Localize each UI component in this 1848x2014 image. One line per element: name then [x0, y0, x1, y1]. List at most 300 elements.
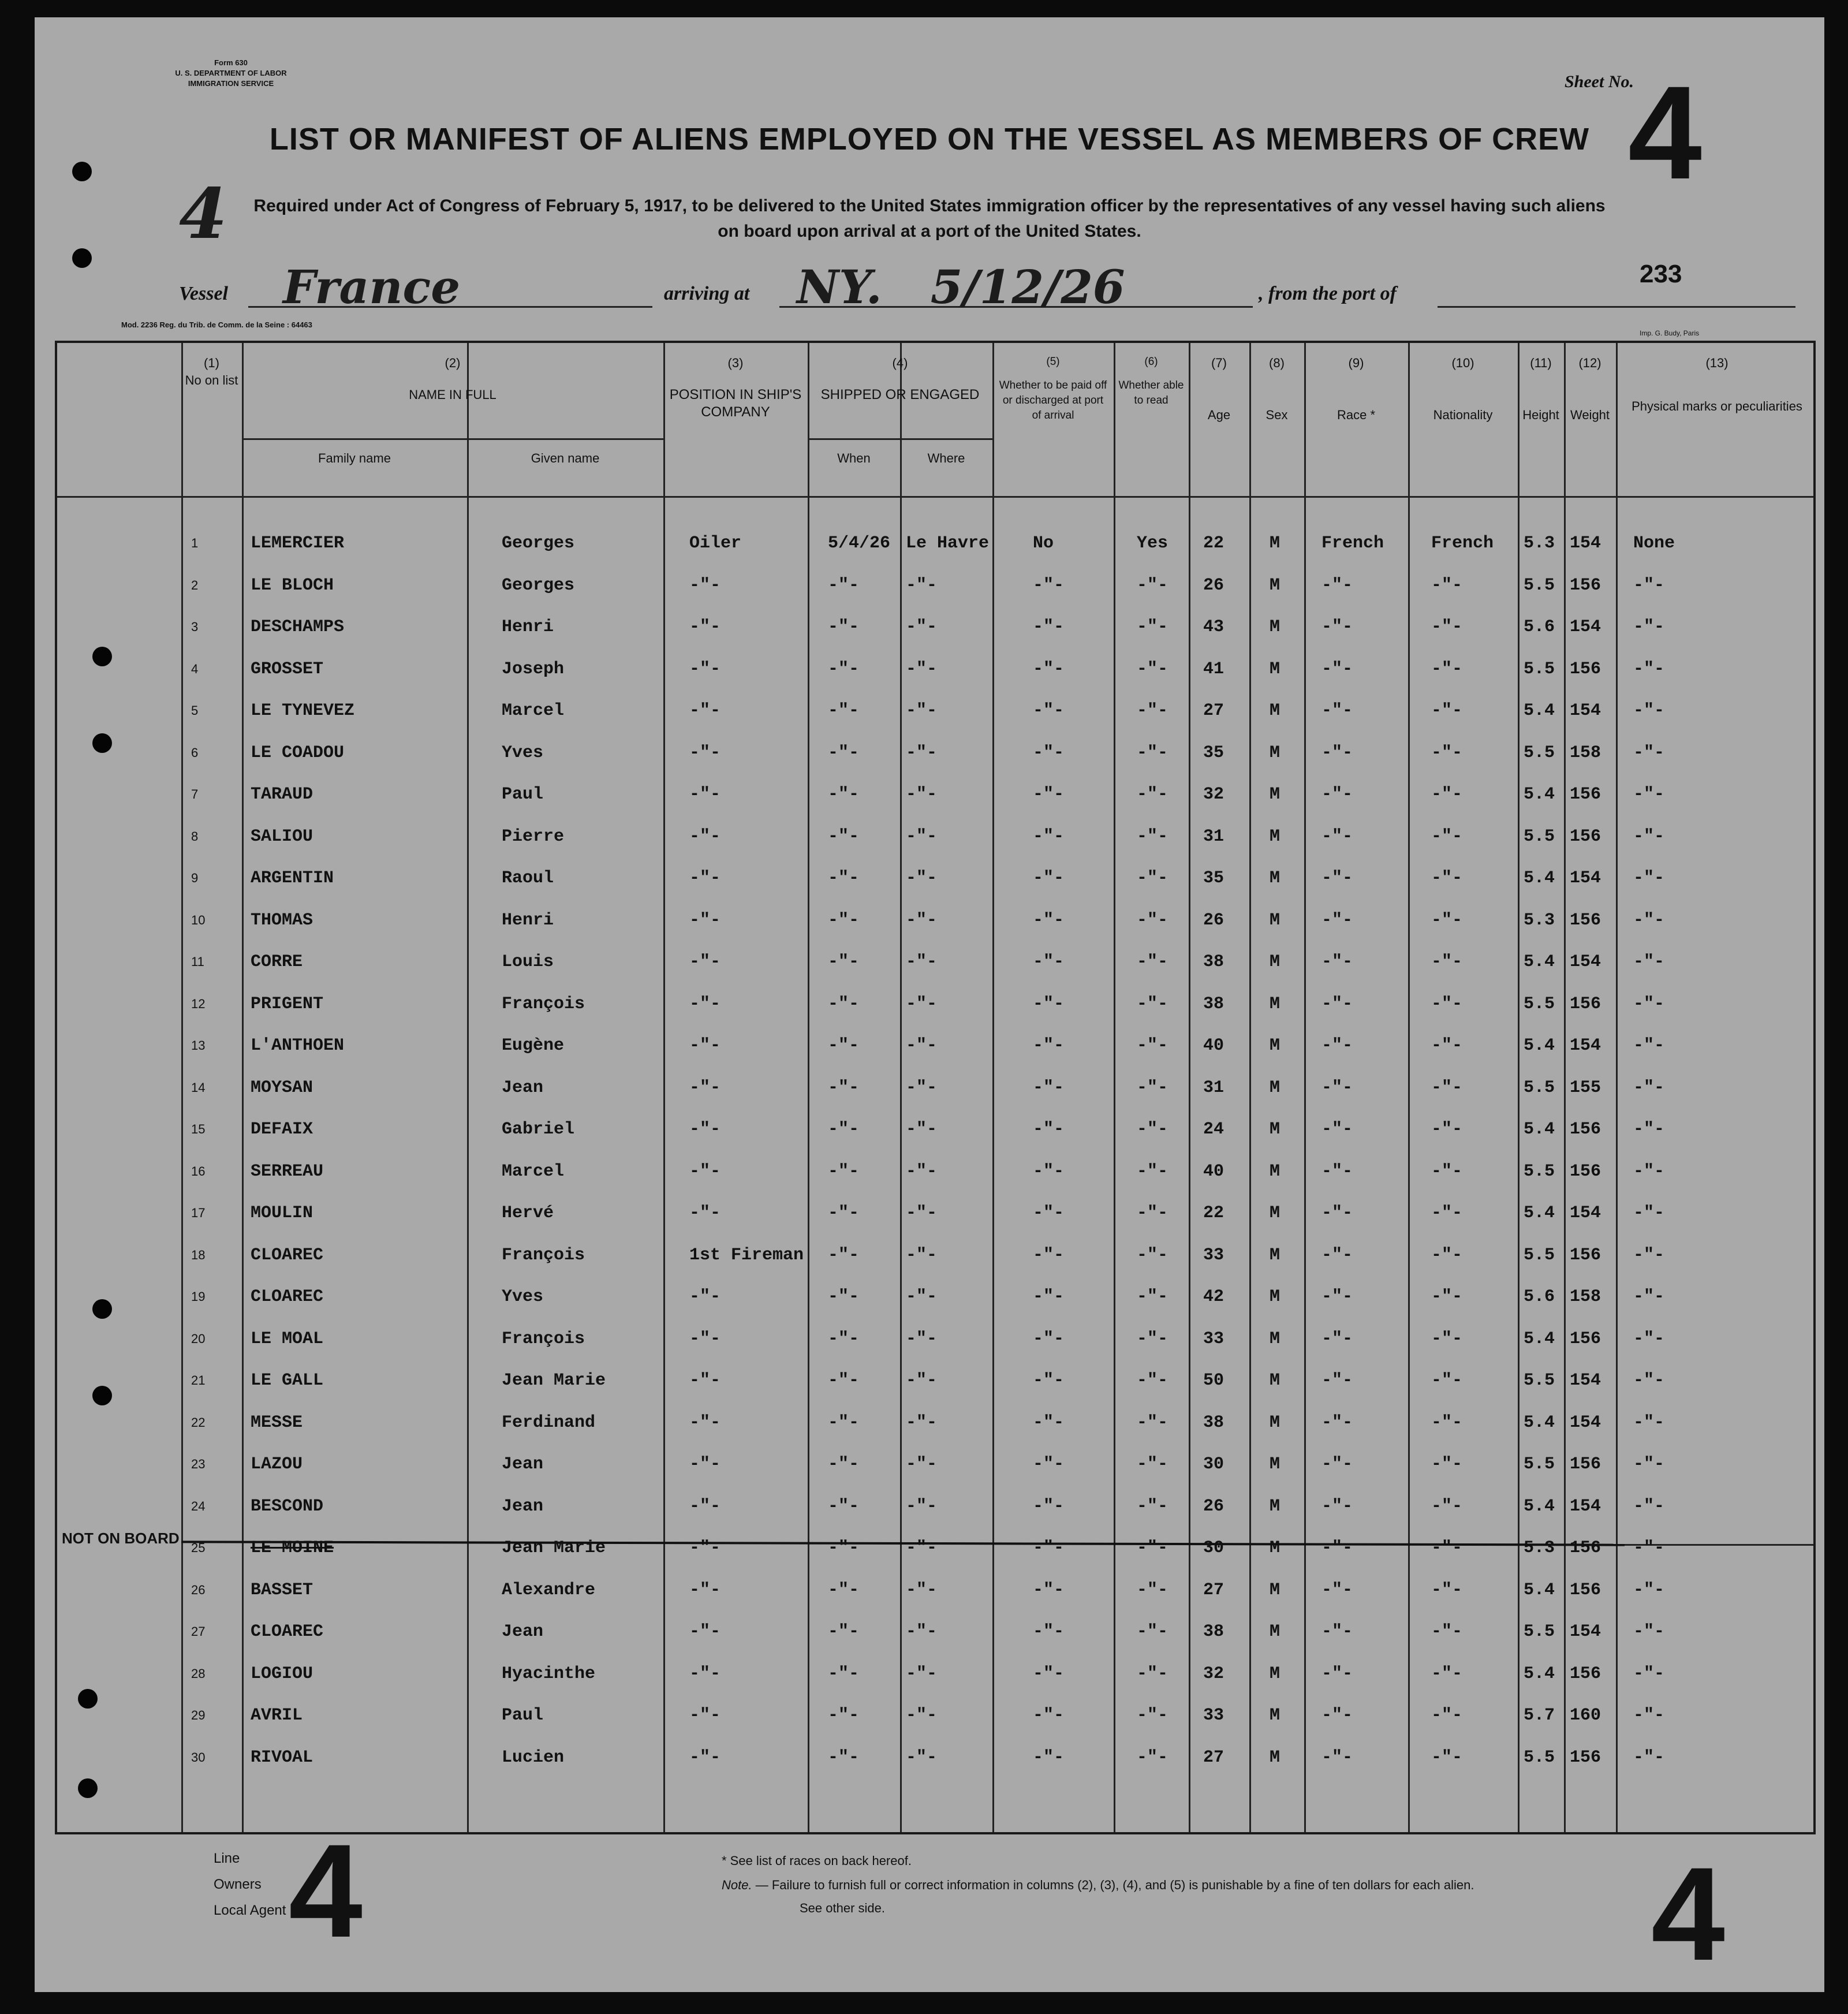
cell-when: -"- [828, 1036, 860, 1056]
cell-sex: M [1270, 826, 1280, 846]
cell-height: 5.5 [1524, 1245, 1555, 1265]
cell-sex: M [1270, 1538, 1280, 1558]
cell-age: 26 [1203, 1496, 1224, 1516]
cell-weight: 154 [1570, 701, 1601, 721]
cell-position: -"- [689, 743, 721, 763]
cell-age: 27 [1203, 1580, 1224, 1600]
cell-given: Yves [502, 1287, 544, 1307]
cell-age: 33 [1203, 1245, 1224, 1265]
cell-race: French [1321, 534, 1384, 553]
cell-weight: 156 [1570, 910, 1601, 930]
cell-race: -"- [1321, 1747, 1353, 1767]
cell-paid: -"- [1033, 1036, 1065, 1056]
cell-where: -"- [906, 1706, 938, 1725]
cell-height: 5.4 [1524, 701, 1555, 721]
cell-given: Pierre [502, 826, 565, 846]
cell-paid: -"- [1033, 1077, 1065, 1098]
col10-header: (10) Nationality [1433, 356, 1493, 422]
cell-no: 7 [191, 787, 199, 801]
cell-given: Yves [502, 743, 544, 763]
cell-age: 31 [1203, 1077, 1224, 1098]
cell-nat: -"- [1431, 1287, 1463, 1307]
cell-position: -"- [689, 1747, 721, 1767]
cell-height: 5.6 [1524, 1287, 1555, 1307]
cell-no: 4 [191, 661, 199, 676]
cell-where: -"- [906, 1371, 938, 1390]
from-port-line [1438, 289, 1795, 308]
cell-family: LE COADOU [251, 743, 345, 763]
footer-big-number: 4 [289, 1817, 363, 1965]
cell-height: 5.7 [1524, 1706, 1555, 1725]
cell-read: -"- [1137, 575, 1168, 595]
printer-line: Imp. G. Budy, Paris [1640, 329, 1700, 337]
cell-family: LE TYNEVEZ [251, 701, 355, 721]
cell-when: -"- [828, 785, 860, 804]
cell-family: LOGIOU [251, 1664, 313, 1684]
cell-marks: -"- [1633, 1622, 1665, 1642]
cell-read: -"- [1137, 910, 1168, 930]
cell-where: Le Havre [906, 534, 990, 553]
cell-marks: -"- [1633, 575, 1665, 595]
cell-read: -"- [1137, 701, 1168, 721]
cell-when: -"- [828, 617, 860, 637]
cell-family: MOYSAN [251, 1077, 313, 1098]
cell-where: -"- [906, 1287, 938, 1307]
cell-when: -"- [828, 659, 860, 679]
cell-given: Jean Marie [502, 1538, 606, 1558]
cell-read: -"- [1137, 1454, 1168, 1474]
cell-family: PRIGENT [251, 994, 324, 1014]
cell-marks: -"- [1633, 1077, 1665, 1098]
cell-given: Henri [502, 910, 554, 930]
page-title: LIST OR MANIFEST OF ALIENS EMPLOYED ON THE VESSEL AS MEMBERS OF CREW [269, 122, 1590, 156]
form-number: Form 630 [214, 58, 248, 67]
cell-where: -"- [906, 1036, 938, 1056]
cell-when: -"- [828, 1454, 860, 1474]
cell-given: Jean [502, 1077, 544, 1098]
subtitle-line-1: Required under Act of Congress of February 5, 1917, to be delivered to the United States immigration officer by the representatives of any vessel having such aliens [253, 196, 1606, 215]
cell-read: -"- [1137, 952, 1168, 972]
cell-family: GROSSET [251, 659, 324, 679]
cell-position: -"- [689, 826, 721, 846]
cell-position: -"- [689, 1454, 721, 1474]
cell-marks: -"- [1633, 1706, 1665, 1725]
cell-height: 5.4 [1524, 1496, 1555, 1516]
cell-nat: -"- [1431, 1203, 1463, 1223]
col6-header: (6) Whether able to read [1118, 356, 1184, 406]
cell-height: 5.4 [1524, 1329, 1555, 1349]
cell-family: LE MOAL [251, 1329, 324, 1349]
cell-height: 5.5 [1524, 743, 1555, 763]
cell-when: -"- [828, 1077, 860, 1098]
cell-family: CLOAREC [251, 1245, 324, 1265]
cell-sex: M [1270, 1036, 1280, 1056]
cell-weight: 156 [1570, 1329, 1601, 1349]
cell-race: -"- [1321, 1538, 1353, 1558]
cell-where: -"- [906, 994, 938, 1014]
cell-given: Paul [502, 1706, 544, 1725]
cell-when: -"- [828, 868, 860, 888]
cell-weight: 154 [1570, 1371, 1601, 1390]
cell-read: -"- [1137, 1496, 1168, 1516]
cell-weight: 158 [1570, 743, 1601, 763]
when-header: When [837, 451, 871, 465]
cell-nat: -"- [1431, 1245, 1463, 1265]
registration-line: Mod. 2236 Reg. du Trib. de Comm. de la Seine : 64463 [121, 320, 312, 329]
cell-marks: -"- [1633, 743, 1665, 763]
cell-where: -"- [906, 952, 938, 972]
cell-paid: -"- [1033, 575, 1065, 595]
cell-age: 38 [1203, 952, 1224, 972]
cell-no: 16 [191, 1163, 206, 1178]
cell-where: -"- [906, 1496, 938, 1516]
cell-nat: -"- [1431, 1496, 1463, 1516]
cell-no: 19 [191, 1289, 206, 1304]
subtitle [179, 193, 1680, 244]
cell-family: ARGENTIN [251, 868, 334, 888]
cell-no: 24 [191, 1498, 206, 1513]
cell-race: -"- [1321, 1412, 1353, 1433]
cell-when: -"- [828, 1496, 860, 1516]
cell-sex: M [1270, 659, 1280, 679]
cell-family: L'ANTHOEN [251, 1036, 345, 1056]
cell-weight: 156 [1570, 575, 1601, 595]
cell-marks: -"- [1633, 1538, 1665, 1558]
cell-marks: -"- [1633, 1120, 1665, 1139]
cell-position: -"- [689, 1664, 721, 1684]
cell-no: 3 [191, 620, 199, 634]
cell-age: 24 [1203, 1120, 1224, 1139]
cell-paid: -"- [1033, 1245, 1065, 1265]
cell-age: 43 [1203, 617, 1224, 637]
cell-where: -"- [906, 868, 938, 888]
cell-nat: -"- [1431, 1161, 1463, 1181]
cell-when: -"- [828, 1580, 860, 1600]
cell-where: -"- [906, 1329, 938, 1349]
cell-family: LE BLOCH [251, 575, 334, 595]
cell-no: 23 [191, 1457, 206, 1471]
cell-weight: 154 [1570, 868, 1601, 888]
cell-height: 5.5 [1524, 826, 1555, 846]
cell-given: Paul [502, 785, 544, 804]
cell-when: -"- [828, 1161, 860, 1181]
arriving-place: NY. [797, 260, 882, 314]
cell-position: -"- [689, 1287, 721, 1307]
cell-where: -"- [906, 659, 938, 679]
cell-marks: -"- [1633, 1454, 1665, 1474]
cell-read: -"- [1137, 1580, 1168, 1600]
cell-sex: M [1270, 1454, 1280, 1474]
cell-age: 30 [1203, 1538, 1224, 1558]
cell-sex: M [1270, 1077, 1280, 1098]
cell-position: -"- [689, 1120, 721, 1139]
cell-no: 9 [191, 871, 199, 885]
cell-when: -"- [828, 1329, 860, 1349]
cell-nat: -"- [1431, 1747, 1463, 1767]
cell-race: -"- [1321, 575, 1353, 595]
cell-read: -"- [1137, 785, 1168, 804]
cell-given: François [502, 994, 585, 1014]
cell-family: CORRE [251, 952, 303, 972]
cell-height: 5.3 [1524, 1538, 1555, 1558]
manifest-sheet [35, 17, 1824, 1992]
cell-race: -"- [1321, 617, 1353, 637]
family-name-header: Family name [318, 451, 391, 465]
arriving-date: 5/12/26 [930, 260, 1125, 314]
cell-given: Georges [502, 534, 575, 553]
cell-race: -"- [1321, 1036, 1353, 1056]
col13-header: (13) Physical marks or peculiarities [1632, 356, 1802, 413]
cell-family: LEMERCIER [251, 534, 345, 553]
department-name: U. S. DEPARTMENT OF LABOR [175, 69, 287, 77]
cell-when: -"- [828, 1287, 860, 1307]
col9-header: (9) Race * [1336, 356, 1376, 422]
subtitle-line-2: on board upon arrival at a port of the United States. [718, 222, 1141, 241]
cell-marks: -"- [1633, 1412, 1665, 1433]
cell-height: 5.4 [1524, 1664, 1555, 1684]
cell-given: Ferdinand [502, 1412, 596, 1433]
cell-position: -"- [689, 785, 721, 804]
cell-age: 50 [1203, 1371, 1224, 1390]
cell-race: -"- [1321, 1077, 1353, 1098]
cell-read: -"- [1137, 1036, 1168, 1056]
cell-where: -"- [906, 1454, 938, 1474]
cell-paid: -"- [1033, 743, 1065, 763]
cell-age: 38 [1203, 994, 1224, 1014]
cell-no: 14 [191, 1080, 206, 1095]
cell-paid: -"- [1033, 1538, 1065, 1558]
cell-given: Alexandre [502, 1580, 596, 1600]
cell-given: Lucien [502, 1747, 565, 1767]
cell-when: 5/4/26 [828, 534, 891, 553]
cell-weight: 154 [1570, 952, 1601, 972]
cell-no: 22 [191, 1415, 206, 1430]
cell-paid: -"- [1033, 1454, 1065, 1474]
cell-position: -"- [689, 701, 721, 721]
cell-race: -"- [1321, 1287, 1353, 1307]
cell-where: -"- [906, 575, 938, 595]
cell-age: 27 [1203, 1747, 1224, 1767]
cell-when: -"- [828, 1245, 860, 1265]
cell-age: 38 [1203, 1622, 1224, 1642]
cell-no: 11 [191, 954, 204, 969]
cell-nat: -"- [1431, 1120, 1463, 1139]
cell-no: 6 [191, 745, 199, 760]
cell-where: -"- [906, 617, 938, 637]
cell-sex: M [1270, 1622, 1280, 1642]
cell-age: 35 [1203, 743, 1224, 763]
cell-weight: 156 [1570, 1245, 1601, 1265]
cell-race: -"- [1321, 659, 1353, 679]
cell-marks: -"- [1633, 1161, 1665, 1181]
cell-position: -"- [689, 1371, 721, 1390]
cell-height: 5.3 [1524, 534, 1555, 553]
cell-nat: -"- [1431, 868, 1463, 888]
cell-race: -"- [1321, 1664, 1353, 1684]
cell-paid: -"- [1033, 1203, 1065, 1223]
cell-when: -"- [828, 1120, 860, 1139]
sheet-number-label: Sheet No. [1565, 72, 1634, 91]
cell-family: RIVOAL [251, 1747, 313, 1767]
cell-nat: -"- [1431, 1664, 1463, 1684]
cell-family: LAZOU [251, 1454, 303, 1474]
cell-given: Raoul [502, 868, 554, 888]
cell-position: -"- [689, 952, 721, 972]
cell-marks: -"- [1633, 868, 1665, 888]
cell-sex: M [1270, 952, 1280, 972]
cell-race: -"- [1321, 1371, 1353, 1390]
cell-sex: M [1270, 910, 1280, 930]
cell-when: -"- [828, 701, 860, 721]
vessel-label: Vessel [179, 283, 228, 304]
cell-weight: 155 [1570, 1077, 1601, 1098]
cell-no: 17 [191, 1206, 206, 1220]
cell-height: 5.5 [1524, 1077, 1555, 1098]
cell-position: -"- [689, 1077, 721, 1098]
cell-when: -"- [828, 1622, 860, 1642]
cell-where: -"- [906, 785, 938, 804]
cell-weight: 154 [1570, 1203, 1601, 1223]
cell-age: 22 [1203, 534, 1224, 553]
cell-nat: -"- [1431, 826, 1463, 846]
cell-marks: -"- [1633, 826, 1665, 846]
col4-header: (4) SHIPPED OR ENGAGED [820, 356, 980, 402]
col7-header: (7) Age [1207, 356, 1231, 422]
cell-sex: M [1270, 1706, 1280, 1725]
cell-marks: -"- [1633, 994, 1665, 1014]
cell-sex: M [1270, 785, 1280, 804]
cell-nat: -"- [1431, 1329, 1463, 1349]
cell-family: MESSE [251, 1412, 303, 1433]
cell-family: CLOAREC [251, 1287, 324, 1307]
cell-nat: -"- [1431, 952, 1463, 972]
cell-weight: 156 [1570, 1454, 1601, 1474]
cell-read: -"- [1137, 659, 1168, 679]
cell-position: -"- [689, 659, 721, 679]
cell-when: -"- [828, 575, 860, 595]
cell-where: -"- [906, 1538, 938, 1558]
cell-race: -"- [1321, 785, 1353, 804]
cell-read: -"- [1137, 868, 1168, 888]
cell-sex: M [1270, 994, 1280, 1014]
cell-position: -"- [689, 1538, 721, 1558]
cell-nat: French [1431, 534, 1494, 553]
punch-hole [72, 162, 92, 181]
cell-weight: 154 [1570, 617, 1601, 637]
cell-paid: -"- [1033, 1747, 1065, 1767]
cell-marks: -"- [1633, 1371, 1665, 1390]
cell-nat: -"- [1431, 659, 1463, 679]
cell-weight: 154 [1570, 534, 1601, 553]
cell-no: 2 [191, 577, 199, 592]
cell-when: -"- [828, 910, 860, 930]
cell-nat: -"- [1431, 575, 1463, 595]
cell-race: -"- [1321, 1454, 1353, 1474]
where-header: Where [927, 451, 965, 465]
cell-marks: -"- [1633, 659, 1665, 679]
cell-read: -"- [1137, 1287, 1168, 1307]
cell-read: -"- [1137, 1412, 1168, 1433]
cell-sex: M [1270, 617, 1280, 637]
cell-where: -"- [906, 1622, 938, 1642]
cell-read: -"- [1137, 617, 1168, 637]
col5-header: (5) Whether to be paid off or discharged at port of arrival [999, 356, 1107, 422]
cell-race: -"- [1321, 910, 1353, 930]
cell-paid: -"- [1033, 1329, 1065, 1349]
cell-nat: -"- [1431, 1412, 1463, 1433]
cell-race: -"- [1321, 952, 1353, 972]
service-name: IMMIGRATION SERVICE [188, 79, 274, 88]
cell-read: -"- [1137, 1161, 1168, 1181]
col2-header: (2) NAME IN FULL [409, 356, 496, 402]
cell-given: Joseph [502, 659, 565, 679]
cell-position: -"- [689, 1412, 721, 1433]
cell-when: -"- [828, 1664, 860, 1684]
cell-given: François [502, 1329, 585, 1349]
see-other-side: See other side. [800, 1901, 885, 1915]
col11-header: (11) Height [1522, 356, 1559, 422]
cell-marks: -"- [1633, 1496, 1665, 1516]
cell-paid: -"- [1033, 910, 1065, 930]
cell-weight: 154 [1570, 1412, 1601, 1433]
cell-family: LE MOINE [251, 1538, 334, 1558]
cell-nat: -"- [1431, 1077, 1463, 1098]
cell-age: 40 [1203, 1036, 1224, 1056]
cell-position: -"- [689, 1329, 721, 1349]
cell-nat: -"- [1431, 743, 1463, 763]
cell-weight: 154 [1570, 1036, 1601, 1056]
cell-sex: M [1270, 1120, 1280, 1139]
not-on-board-note: NOT ON BOARD [62, 1530, 180, 1547]
cell-age: 22 [1203, 1203, 1224, 1223]
cell-race: -"- [1321, 1161, 1353, 1181]
cell-given: Eugène [502, 1036, 565, 1056]
cell-paid: -"- [1033, 1412, 1065, 1433]
cell-age: 33 [1203, 1706, 1224, 1725]
note-label: Note. [722, 1878, 752, 1892]
cell-height: 5.4 [1524, 1580, 1555, 1600]
cell-race: -"- [1321, 1496, 1353, 1516]
cell-position: -"- [689, 1496, 721, 1516]
cell-height: 5.5 [1524, 659, 1555, 679]
cell-given: Hervé [502, 1203, 554, 1223]
cell-marks: -"- [1633, 1580, 1665, 1600]
cell-given: Hyacinthe [502, 1664, 596, 1684]
col8-header: (8) Sex [1265, 356, 1288, 422]
cell-given: François [502, 1245, 585, 1265]
cell-paid: -"- [1033, 1580, 1065, 1600]
cell-family: MOULIN [251, 1203, 313, 1223]
cell-when: -"- [828, 952, 860, 972]
cell-race: -"- [1321, 1580, 1353, 1600]
cell-read: Yes [1137, 534, 1168, 553]
cell-sex: M [1270, 1287, 1280, 1307]
cell-age: 33 [1203, 1329, 1224, 1349]
cell-paid: -"- [1033, 1287, 1065, 1307]
crew-table [55, 341, 1816, 1834]
cell-nat: -"- [1431, 1580, 1463, 1600]
cell-position: Oiler [689, 534, 742, 553]
cell-sex: M [1270, 1496, 1280, 1516]
cell-no: 13 [191, 1038, 206, 1053]
cell-marks: -"- [1633, 1245, 1665, 1265]
cell-marks: -"- [1633, 1664, 1665, 1684]
cell-weight: 156 [1570, 826, 1601, 846]
cell-nat: -"- [1431, 617, 1463, 637]
penalty-note [722, 1878, 1474, 1893]
cell-no: 27 [191, 1624, 206, 1639]
cell-sex: M [1270, 1412, 1280, 1433]
